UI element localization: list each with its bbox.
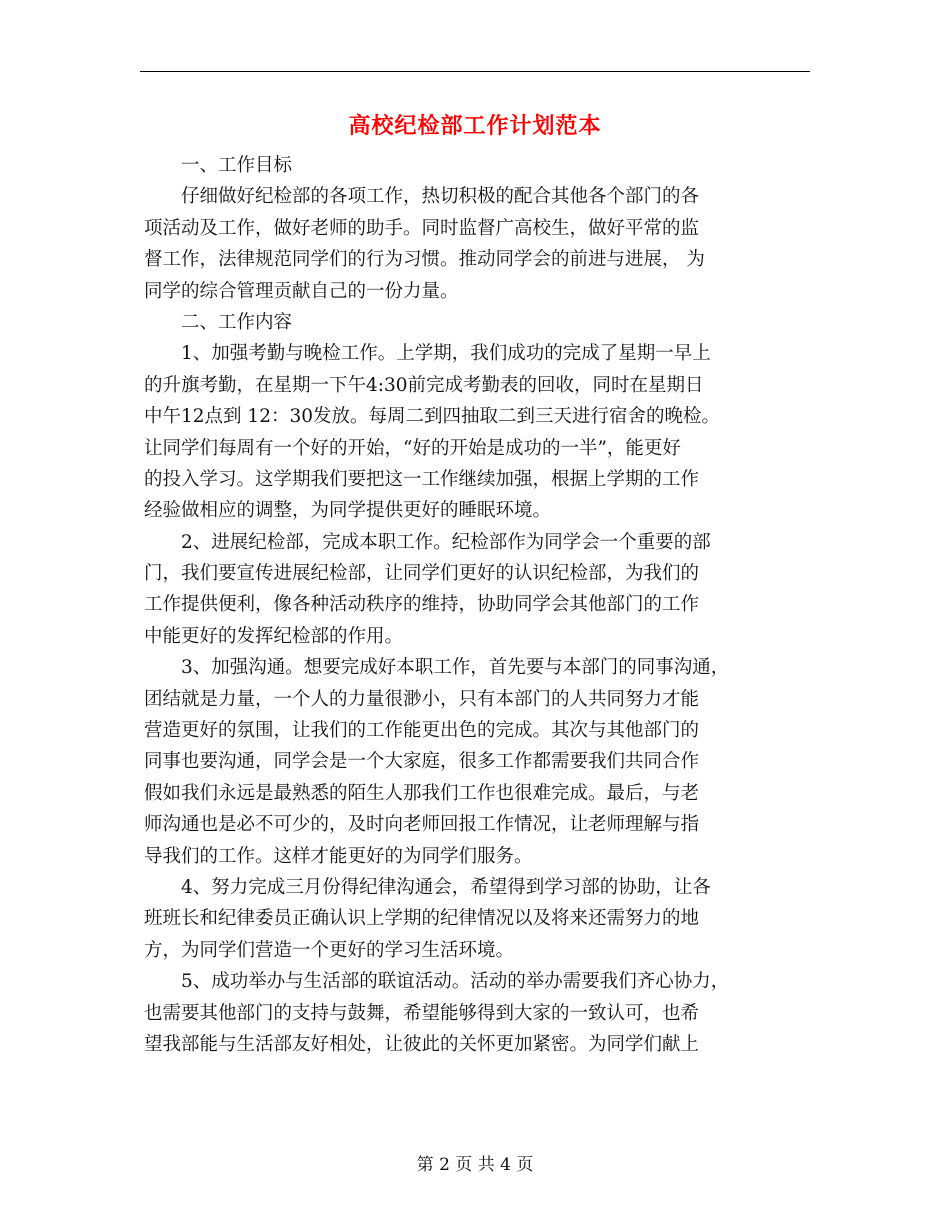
paragraph-line: 假如我们永远是最熟悉的陌生人那我们工作也很难完成。最后，与老 (144, 782, 700, 804)
paragraph-line: 望我部能与生活部友好相处，让彼此的关怀更加紧密。为同学们献上 (144, 1033, 700, 1055)
paragraph-line: 仔细做好纪检部的各项工作，热切积极的配合其他各个部门的各 (181, 186, 700, 208)
document-title: 高校纪检部工作计划范本 (348, 113, 602, 139)
paragraph-line: 督工作，法律规范同学们的行为习惯。推动同学会的前进与进展， 为 (144, 249, 705, 271)
paragraph-line: 3、加强沟通。想要完成好本职工作，首先要与本部门的同事沟通， (181, 657, 730, 679)
header-rule (140, 71, 810, 72)
paragraph-line: 中午12点到 12：30发放。每周二到四抽取二到三天进行宿舍的晚检。 (144, 406, 721, 428)
paragraph-line: 同事也要沟通，同学会是一个大家庭，很多工作都需要我们共同合作 (144, 751, 700, 773)
paragraph-line: 1、加强考勤与晚检工作。上学期，我们成功的完成了星期一早上 (181, 343, 711, 365)
paragraph-line: 师沟通也是必不可少的，及时向老师回报工作情况，让老师理解与指 (144, 814, 700, 836)
paragraph-line: 也需要其他部门的支持与鼓舞，希望能够得到大家的一致认可，也希 (144, 1002, 700, 1024)
section-heading: 一、工作目标 (181, 155, 293, 176)
paragraph-line: 班班长和纪律委员正确认识上学期的纪律情况以及将来还需努力的地 (144, 908, 700, 930)
paragraph-line: 方，为同学们营造一个更好的学习生活环境。 (144, 939, 515, 961)
paragraph-line: 5、成功举办与生活部的联谊活动。活动的举办需要我们齐心协力， (181, 971, 730, 993)
paragraph-line: 的升旗考勤，在星期一下午4:30前完成考勤表的回收，同时在星期日 (144, 374, 704, 396)
paragraph-line: 同学的综合管理贡献自己的一份力量。 (144, 280, 459, 302)
paragraph-line: 2、进展纪检部，完成本职工作。纪检部作为同学会一个重要的部 (181, 531, 711, 553)
paragraph-line: 项活动及工作，做好老师的助手。同时监督广高校生，做好平常的监 (144, 217, 700, 239)
page-footer (140, 1153, 810, 1177)
paragraph-line: 经验做相应的调整，为同学提供更好的睡眠环境。 (144, 500, 552, 522)
section-heading: 二、工作内容 (181, 311, 293, 333)
paragraph-line: 营造更好的氛围，让我们的工作能更出色的完成。其次与其他部门的 (144, 720, 700, 742)
paragraph-line: 工作提供便利，像各种活动秩序的维持，协助同学会其他部门的工作 (144, 594, 700, 616)
paragraph-line: 的投入学习。这学期我们要把这一工作继续加强，根据上学期的工作 (144, 468, 700, 490)
paragraph-line: 中能更好的发挥纪检部的作用。 (144, 625, 404, 647)
page-number: 第 2 页 共 4 页 (416, 1155, 534, 1175)
paragraph-line: 导我们的工作。这样才能更好的为同学们服务。 (144, 845, 533, 867)
paragraph-line: 让同学们每周有一个好的开始，“好的开始是成功的一半”，能更好 (144, 437, 681, 459)
document-body (144, 150, 816, 1060)
paragraph-line: 团结就是力量，一个人的力量很渺小，只有本部门的人共同努力才能 (144, 688, 700, 710)
paragraph-line: 门，我们要宣传进展纪检部，让同学们更好的认识纪检部，为我们的 (144, 563, 700, 585)
paragraph-line: 4、努力完成三月份得纪律沟通会，希望得到学习部的协助，让各 (181, 876, 711, 898)
